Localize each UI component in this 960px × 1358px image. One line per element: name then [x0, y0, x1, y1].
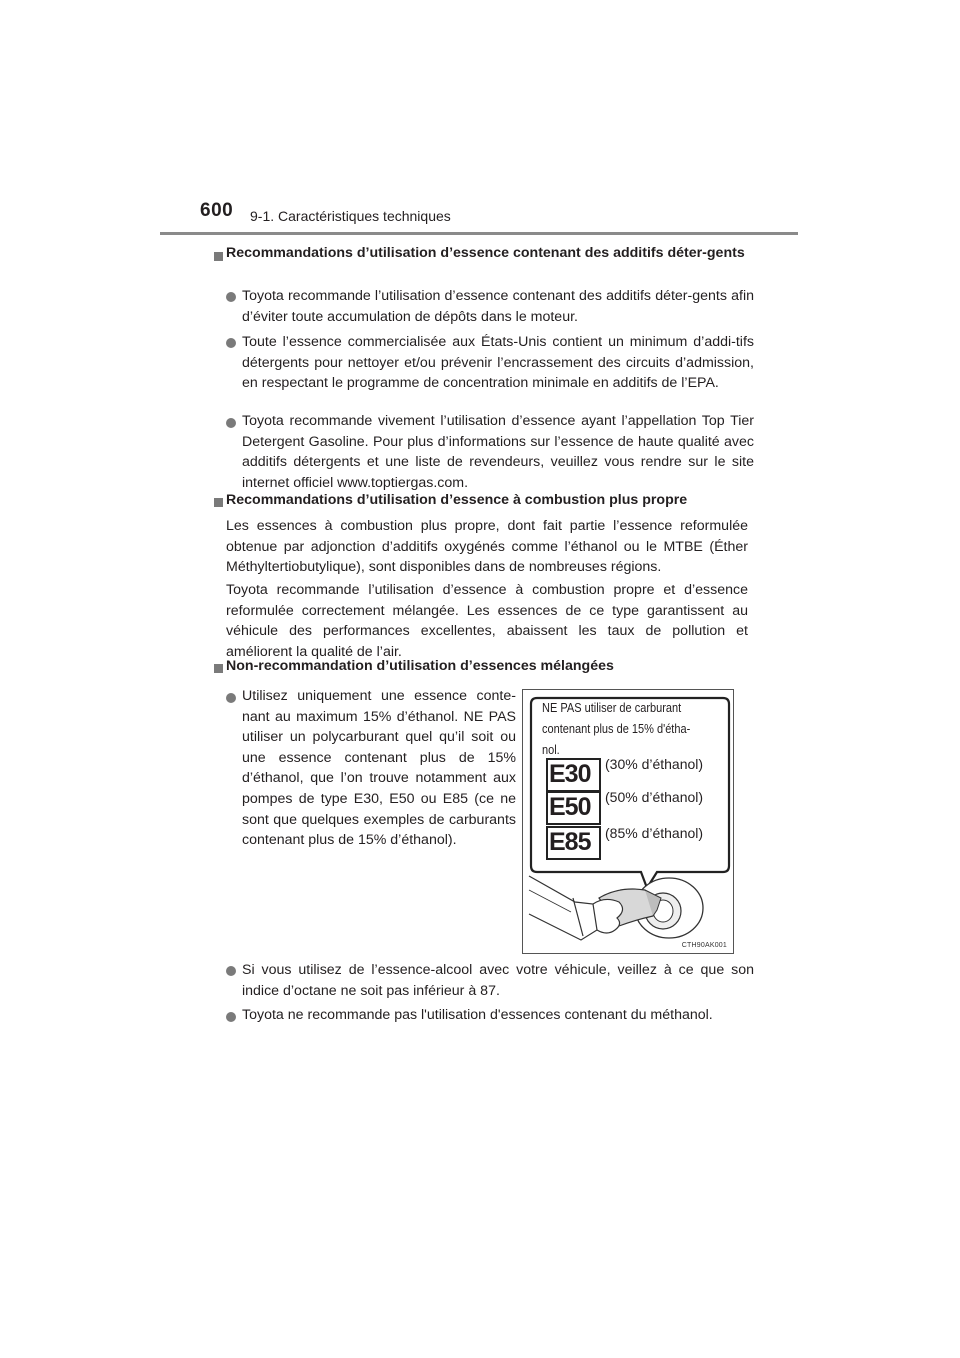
- bullet-icon: [226, 338, 236, 348]
- e85-label-box: [546, 826, 601, 860]
- paragraph: Les essences à combustion plus propre, dont fait partie l’essence reformulée obtenue par adjonction d’additifs oxygénés comme l’éthanol ou le MTBE (Éther Méthyltertiobutylique), sont disponibles dans de nombreuses régions.: [226, 518, 748, 576]
- bullet-icon: [226, 418, 236, 428]
- e30-label-box: [546, 758, 601, 792]
- heading-square-icon: [214, 664, 223, 673]
- header-rule: [160, 232, 798, 235]
- heading-square-icon: [214, 252, 223, 261]
- bullet-icon: [226, 693, 236, 703]
- section-heading-detergent: Recommandations d’utilisation d’essence contenant des additifs déter-gents: [226, 245, 745, 261]
- fuel-ethanol-desc: (85% d’éthanol): [605, 825, 704, 841]
- page-number: 600: [200, 200, 234, 221]
- fuel-ethanol-desc: (50% d’éthanol): [605, 789, 704, 805]
- bullet-text: Utilisez uniquement une essence conte-nant au maximum 15% d’éthanol. NE PAS utiliser un polycarburant quel qu’il soit ou une essence contenant plus de 15% d’éthanol, que l’on trouve notamment aux pompes de type E30, E50 ou E85 (ce ne sont que quelques exemples de carburants contenant plus de 15% d’éthanol).: [242, 688, 516, 849]
- bullet-text: Toyota ne recommande pas l'utilisation d'essences contenant du méthanol.: [242, 1007, 713, 1023]
- balloon-warning-text: NE PAS utiliser de carburant contenant plus de 15% d'étha-nol.: [542, 701, 691, 757]
- bullet-icon: [226, 966, 236, 976]
- bullet-text: Toyota recommande vivement l’utilisation d’essence ayant l’appellation Top Tier Detergent Gasoline. Pour plus d’informations sur l’essence de haute qualité avec additifs détergents et une liste de revendeurs, veuillez vous rendre sur le site internet officiel www.toptiergas.com.: [242, 413, 754, 491]
- bullet-text: Toyota recommande l’utilisation d’essence contenant des additifs déter-gents afin d’éviter toute accumulation de dépôts dans le moteur.: [242, 288, 754, 325]
- fuel-code: E30: [549, 760, 591, 788]
- fuel-warning-illustration: [522, 689, 734, 954]
- heading-square-icon: [214, 498, 223, 507]
- section-heading-clean-burning: Recommandations d’utilisation d’essence à combustion plus propre: [226, 492, 688, 508]
- fuel-code: E50: [549, 793, 591, 821]
- bullet-text: Toute l’essence commercialisée aux États-Unis contient un minimum d’addi-tifs détergents pour nettoyer et/ou prévenir l’encrassement des circuits d’admission, en respectant le programme de concentration minimale en additifs de l’EPA.: [242, 334, 754, 392]
- bullet-icon: [226, 292, 236, 302]
- e50-label-box: [546, 791, 601, 825]
- page-header: [0, 0, 960, 240]
- figure-code: CTH90AK001: [681, 942, 727, 949]
- fuel-code: E85: [549, 828, 591, 856]
- paragraph: Toyota recommande l’utilisation d’essence à combustion propre et d’essence reformulée correctement mélangée. Les essences de ce type garantissent au véhicule des performances excellentes, abaissent les taux de pollution et améliorent la qualité de l’air.: [226, 582, 748, 660]
- section-heading-blended-fuels: Non-recommandation d’utilisation d’essences mélangées: [226, 658, 614, 674]
- fuel-ethanol-desc: (30% d’éthanol): [605, 756, 704, 772]
- section-title: 9-1. Caractéristiques techniques: [250, 208, 451, 224]
- bullet-icon: [226, 1012, 236, 1022]
- bullet-text: Si vous utilisez de l’essence-alcool avec votre véhicule, veillez à ce que son indice d’octane ne soit pas inférieur à 87.: [242, 962, 754, 999]
